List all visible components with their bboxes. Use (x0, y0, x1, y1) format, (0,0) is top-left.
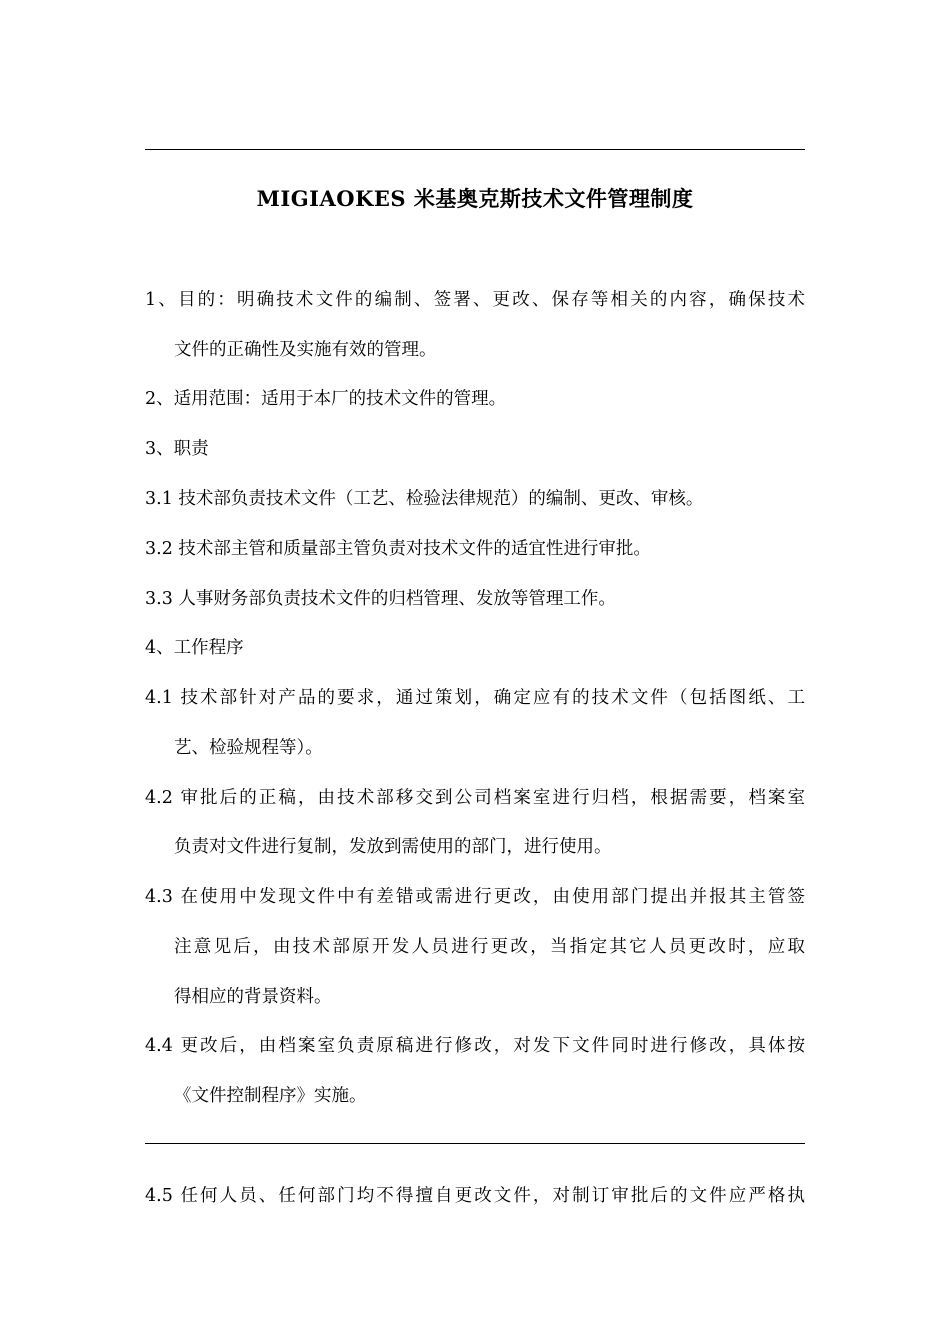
text-line: 3.3 人事财务部负责技术文件的归档管理、发放等管理工作。 (145, 589, 616, 609)
text-line: 3.2 技术部主管和质量部主管负责对技术文件的适宜性进行审批。 (145, 539, 651, 559)
text-line: 2、适用范围：适用于本厂的技术文件的管理。 (145, 389, 507, 409)
top-rule (145, 149, 805, 150)
page-break-rule (145, 1143, 805, 1144)
text-line: 4.1 技术部针对产品的要求，通过策划，确定应有的技术文件（包括图纸、工 (145, 688, 805, 708)
text-line: 得相应的背景资料。 (174, 987, 332, 1007)
text-line: 3.1 技术部负责技术文件（工艺、检验法律规范）的编制、更改、审核。 (145, 489, 704, 509)
text-line: 艺、检验规程等）。 (174, 738, 323, 758)
text-line: 3、职责 (145, 439, 209, 459)
text-line: 文件的正确性及实施有效的管理。 (174, 340, 437, 360)
text-line: 1、目的：明确技术文件的编制、签署、更改、保存等相关的内容，确保技术 (145, 290, 805, 310)
text-line: 4、工作程序 (145, 638, 244, 658)
text-line: 负责对文件进行复制，发放到需使用的部门，进行使用。 (174, 837, 612, 857)
text-line: 4.5 任何人员、任何部门均不得擅自更改文件，对制订审批后的文件应严格执 (145, 1186, 805, 1206)
text-line: 注意见后，由技术部原开发人员进行更改，当指定其它人员更改时，应取 (174, 937, 805, 957)
text-line: 《文件控制程序》实施。 (174, 1086, 367, 1106)
text-line: 4.4 更改后，由档案室负责原稿进行修改，对发下文件同时进行修改，具体按 (145, 1036, 805, 1056)
text-line: 4.2 审批后的正稿，由技术部移交到公司档案室进行归档，根据需要，档案室 (145, 788, 805, 808)
text-line: 4.3 在使用中发现文件中有差错或需进行更改，由使用部门提出并报其主管签 (145, 887, 805, 907)
document-title: MIGIAOKES 米基奥克斯技术文件管理制度 (256, 186, 694, 211)
